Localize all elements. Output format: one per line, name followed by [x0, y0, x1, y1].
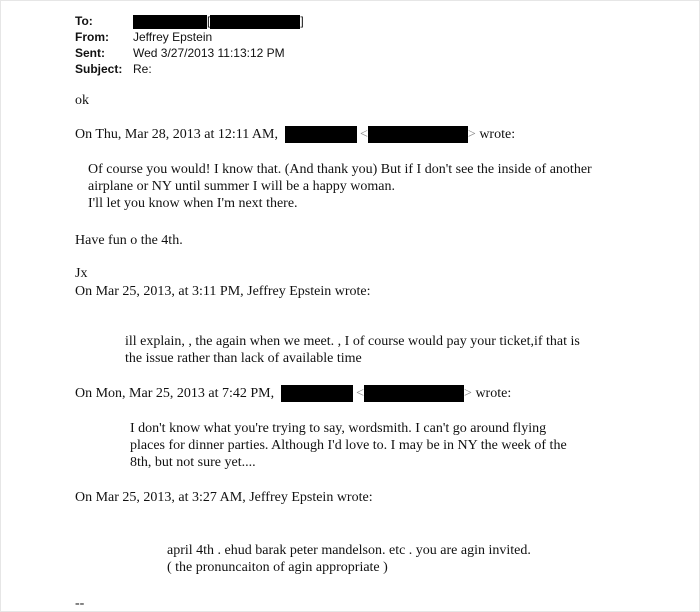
quote3-intro-line [75, 385, 511, 402]
quote1-line-1: Of course you would! I know that. (And thank you) But if I don't see the inside of another [88, 162, 592, 177]
redacted-sender-email [368, 126, 468, 143]
from-value: Jeffrey Epstein [133, 30, 213, 44]
reply-text: ok [75, 93, 89, 108]
redacted-recipient-name [133, 15, 207, 29]
redacted-sender-email [364, 385, 464, 402]
sent-value: Wed 3/27/2013 11:13:12 PM [133, 46, 285, 60]
to-label: To: [75, 14, 93, 28]
quote2-intro: On Mar 25, 2013, at 3:11 PM, Jeffrey Epstein wrote: [75, 284, 371, 299]
quote1-wrote: wrote: [479, 127, 516, 142]
to-value [133, 14, 304, 29]
quote3-gt: > [464, 386, 472, 401]
quote1-lt: < [360, 127, 368, 142]
quote1-line-3: I'll let you know when I'm next there. [88, 196, 298, 211]
quote4-line-2: ( the pronuncaiton of agin appropriate ) [167, 560, 388, 575]
quote4-intro: On Mar 25, 2013, at 3:27 AM, Jeffrey Epstein wrote: [75, 490, 373, 505]
from-label: From: [75, 30, 109, 44]
sent-label: Sent: [75, 46, 105, 60]
quote4-line-1: april 4th . ehud barak peter mandelson. etc . you are agin invited. [167, 543, 531, 558]
quote3-intro: On Mon, Mar 25, 2013 at 7:42 PM, [75, 386, 275, 401]
quote1-line-2: airplane or NY until summer I will be a happy woman. [88, 179, 396, 194]
quote3-lt: < [356, 386, 365, 401]
quote3-line-1: I don't know what you're trying to say, wordsmith. I can't go around flying [130, 421, 547, 436]
quote1-intro-line [75, 126, 515, 143]
quote2-line-2: the issue rather than lack of available time [125, 351, 362, 366]
quote1-gt: > [467, 127, 476, 142]
signature-separator: -- [75, 596, 85, 611]
quote1-have-fun: Have fun o the 4th. [75, 233, 183, 248]
redacted-recipient-email [210, 15, 300, 29]
quote3-line-2: places for dinner parties. Although I'd love to. I may be in NY the week of the [130, 438, 567, 453]
redacted-sender-name [281, 385, 353, 402]
quote2-line-1: ill explain, , the again when we meet. , I of course would pay your ticket,if that is [125, 334, 580, 349]
redacted-sender-name [285, 126, 357, 143]
quote3-wrote: wrote: [475, 386, 512, 401]
quote1-intro: On Thu, Mar 28, 2013 at 12:11 AM, [75, 127, 278, 142]
subject-label: Subject: [75, 62, 123, 76]
quote1-sign: Jx [75, 266, 88, 281]
subject-value: Re: [133, 62, 152, 76]
quote3-line-3: 8th, but not sure yet.... [130, 455, 256, 470]
bracket-open: [ [207, 14, 211, 28]
bracket-close: ] [300, 14, 304, 28]
